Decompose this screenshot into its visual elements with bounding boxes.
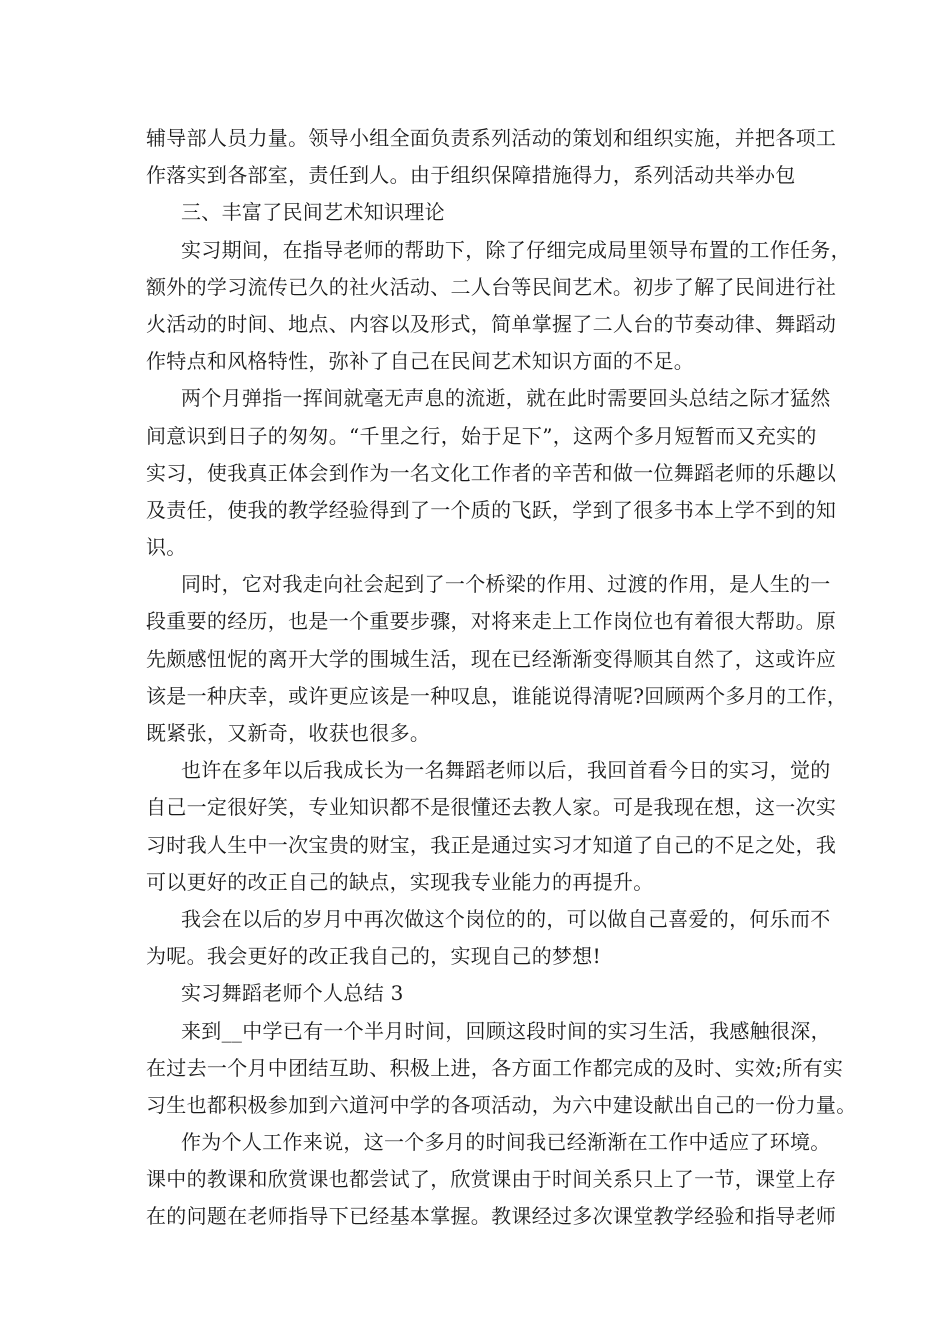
text-line: 实习，使我真正体会到作为一名文化工作者的辛苦和做一位舞蹈老师的乐趣以: [146, 460, 837, 485]
text-line: 两个月弹指一挥间就毫无声息的流逝，就在此时需要回头总结之际才猛然: [181, 386, 831, 411]
text-line: 实习期间，在指导老师的帮助下，除了仔细完成局里领导布置的工作任务，: [181, 237, 851, 262]
text-line: 额外的学习流传已久的社火活动、二人台等民间艺术。初步了解了民间进行社: [146, 274, 837, 299]
text-line: 该是一种庆幸，或许更应该是一种叹息，谁能说得清呢?回顾两个多月的工作，: [146, 683, 848, 708]
section-heading: 实习舞蹈老师个人总结 3: [181, 981, 404, 1006]
text-line: 自己一定很好笑，专业知识都不是很懂还去教人家。可是我现在想，这一次实: [146, 795, 837, 820]
text-line: 作为个人工作来说，这一个多月的时间我已经渐渐在工作中适应了环境。: [181, 1130, 831, 1155]
text-line: 在的问题在老师指导下已经基本掌握。教课经过多次课堂教学经验和指导老师: [146, 1204, 837, 1229]
text-line: 习时我人生中一次宝贵的财宝，我正是通过实习才知道了自己的不足之处，我: [146, 832, 837, 857]
text-line: 既紧张，又新奇，收获也很多。: [146, 721, 431, 745]
text-line: 我会在以后的岁月中再次做这个岗位的的，可以做自己喜爱的，何乐而不: [181, 906, 831, 931]
text-line: 在过去一个月中团结互助、积极上进，各方面工作都完成的及时、实效;所有实: [146, 1055, 844, 1080]
text-line: 习生也都积极参加到六道河中学的各项活动，为六中建设献出自己的一份力量。: [146, 1092, 857, 1117]
text-line: 可以更好的改正自己的缺点，实现我专业能力的再提升。: [146, 869, 654, 894]
document-page: [146, 120, 857, 1236]
text-line: 火活动的时间、地点、内容以及形式，简单掌握了二人台的节奏动律、舞蹈动: [146, 311, 837, 336]
text-line: 也许在多年以后我成长为一名舞蹈老师以后，我回首看今日的实习，觉的: [181, 758, 831, 783]
text-line: 辅导部人员力量。领导小组全面负责系列活动的策划和组织实施，并把各项工: [146, 126, 837, 150]
text-line: 段重要的经历，也是一个重要步骤，对将来走上工作岗位也有着很大帮助。原: [146, 609, 837, 634]
text-line: 间意识到日子的匆匆。“千里之行，始于足下”，这两个多月短暂而又充实的: [146, 423, 817, 448]
text-line: 来到__中学已有一个半月时间，回顾这段时间的实习生活，我感触很深，: [181, 1018, 831, 1043]
text-line: 为呢。我会更好的改正我自己的，实现自己的梦想!: [146, 944, 601, 969]
text-line: 识。: [146, 535, 187, 560]
text-line: 同时，它对我走向社会起到了一个桥梁的作用、过渡的作用，是人生的一: [181, 572, 831, 597]
text-line: 课中的教课和欣赏课也都尝试了，欣赏课由于时间关系只上了一节，课堂上存: [146, 1167, 837, 1192]
text-line: 及责任，使我的教学经验得到了一个质的飞跃，学到了很多书本上学不到的知: [146, 497, 837, 522]
text-line: 作特点和风格特性，弥补了自己在民间艺术知识方面的不足。: [146, 349, 695, 374]
section-heading: 三、丰富了民间艺术知识理论: [181, 200, 445, 225]
text-line: 先颇感忸怩的离开大学的围城生活，现在已经渐渐变得顺其自然了，这或许应: [146, 646, 837, 671]
text-line: 作落实到各部室，责任到人。由于组织保障措施得力，系列活动共举办包: [146, 163, 796, 188]
